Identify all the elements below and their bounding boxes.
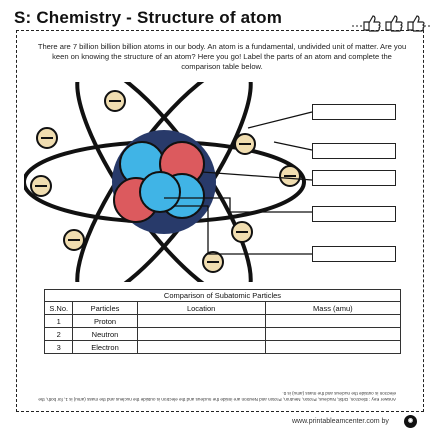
electron	[280, 166, 300, 186]
cell-location[interactable]	[137, 315, 265, 328]
atom-diagram	[24, 82, 314, 282]
electron	[37, 128, 57, 148]
pointer-line	[248, 112, 312, 128]
brand-logo-icon: ◉	[404, 415, 417, 428]
page-title: S: Chemistry - Structure of atom	[14, 8, 283, 27]
label-box-1[interactable]	[312, 104, 396, 120]
nucleus	[112, 130, 216, 234]
col-header-location: Location	[137, 302, 265, 315]
label-box-4[interactable]	[312, 206, 396, 222]
col-header-particles: Particles	[73, 302, 137, 315]
electron	[235, 134, 255, 154]
col-header-mass: Mass (amu)	[265, 302, 400, 315]
cell-sno: 3	[45, 341, 73, 354]
comparison-table	[44, 289, 401, 354]
thumbs-up-icon	[352, 10, 432, 32]
cell-mass[interactable]	[265, 328, 400, 341]
answer-key: Answer Key : Electron, Orbit, Nucleus, Proton, Neutron, Proton and Neutron are inside the nucleus and the electron is outside the nucleus and the mass (amu) is 1, for both, the electron is outside the nucleus and the mass (amu) is 0.	[38, 391, 396, 402]
cell-location[interactable]	[137, 341, 265, 354]
table-row	[45, 328, 401, 341]
cell-mass[interactable]	[265, 341, 400, 354]
electron	[232, 222, 252, 242]
cell-particle: Proton	[73, 315, 137, 328]
table-row	[45, 341, 401, 354]
cell-location[interactable]	[137, 328, 265, 341]
table-caption: Comparison of Subatomic Particles	[45, 290, 401, 302]
label-box-2[interactable]	[312, 143, 396, 159]
electron	[64, 230, 84, 250]
electron	[31, 176, 51, 196]
table-header-row	[45, 302, 401, 315]
footer-site[interactable]: www.printableamcenter.com by	[292, 418, 389, 425]
cell-sno: 2	[45, 328, 73, 341]
electron	[105, 91, 125, 111]
table-row	[45, 315, 401, 328]
pointer-line	[274, 142, 312, 150]
cell-sno: 1	[45, 315, 73, 328]
electron	[203, 252, 223, 272]
label-box-3[interactable]	[312, 170, 396, 186]
cell-particle: Electron	[73, 341, 137, 354]
cell-particle: Neutron	[73, 328, 137, 341]
intro-paragraph: There are 7 billion billion billion atoms in our body. An atom is a fundamental, undivided unit of matter. Are you keen on knowing the structure of an atom? Here you go! Label the parts of an atom and complete the comparison table below.	[37, 42, 407, 71]
label-box-5[interactable]	[312, 246, 396, 262]
cell-mass[interactable]	[265, 315, 400, 328]
col-header-sno: S.No.	[45, 302, 73, 315]
